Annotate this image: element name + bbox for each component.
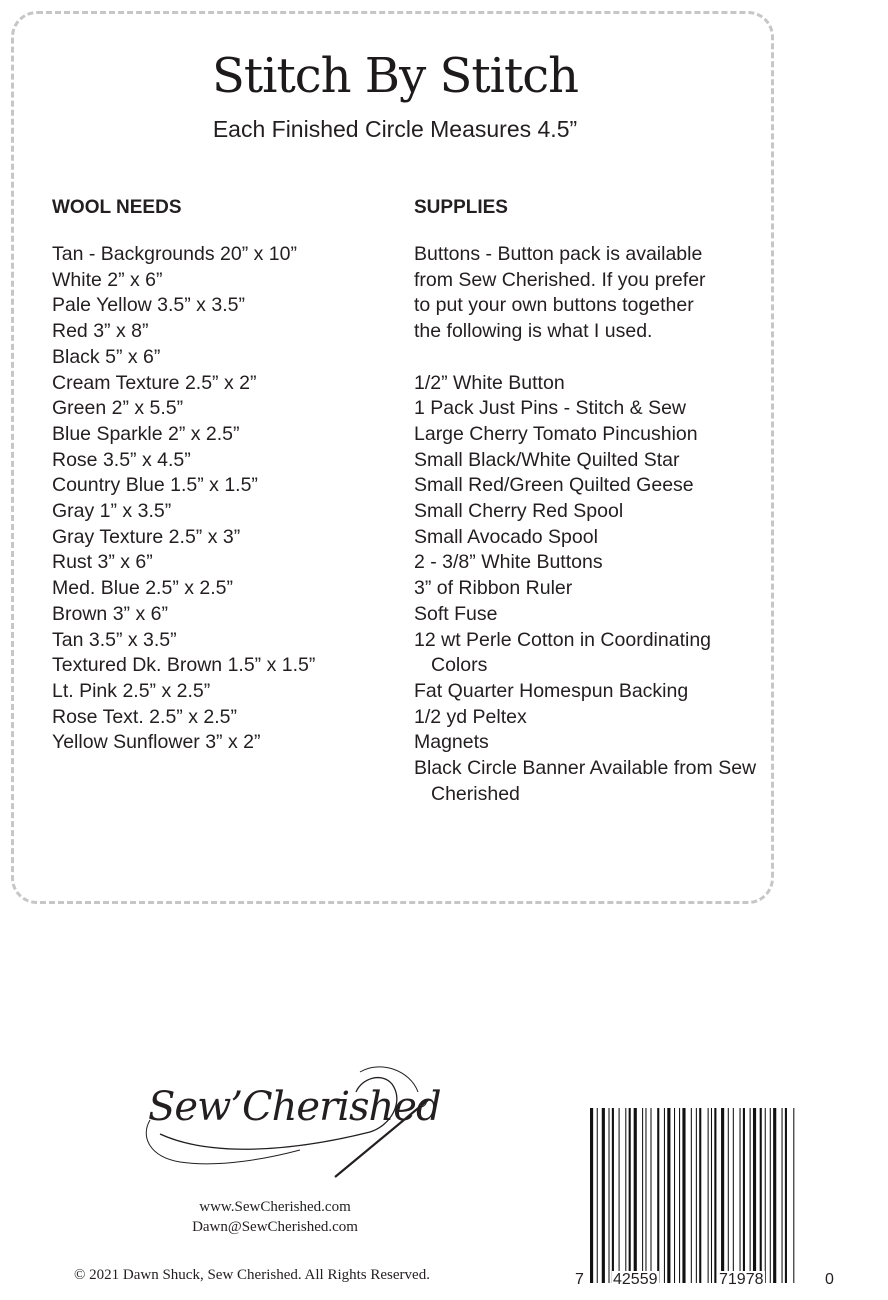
supplies-intro-line: from Sew Cherished. If you prefer xyxy=(414,268,706,291)
barcode-bar xyxy=(782,1108,783,1283)
barcode-bar xyxy=(674,1108,675,1283)
supply-item: Soft Fuse xyxy=(414,602,498,625)
wool-item: Black 5” x 6” xyxy=(52,345,161,368)
wool-item: Brown 3” x 6” xyxy=(52,602,168,625)
wool-item: Gray 1” x 3.5” xyxy=(52,500,172,523)
barcode-bar xyxy=(770,1108,771,1283)
barcode-bar xyxy=(785,1108,787,1283)
barcode-bar xyxy=(667,1108,670,1283)
wool-item: Pale Yellow 3.5” x 3.5” xyxy=(52,294,245,317)
supply-item: 1 Pack Just Pins - Stitch & Sew xyxy=(414,397,687,420)
wool-item: White 2” x 6” xyxy=(52,268,163,291)
wool-item: Red 3” x 8” xyxy=(52,320,149,343)
barcode-bar xyxy=(773,1108,776,1283)
wool-item: Tan 3.5” x 3.5” xyxy=(52,628,177,651)
supplies-section xyxy=(414,195,774,807)
wool-item: Textured Dk. Brown 1.5” x 1.5” xyxy=(52,654,316,677)
barcode-bar xyxy=(699,1108,701,1283)
barcode-bar xyxy=(733,1108,734,1283)
wool-item: Tan - Backgrounds 20” x 10” xyxy=(52,243,297,265)
website-text: www.SewCherished.com xyxy=(199,1199,351,1215)
barcode-bar xyxy=(679,1108,680,1283)
supply-item: Magnets xyxy=(414,731,489,754)
page-title: Stitch By Stitch xyxy=(211,48,579,104)
barcode-bar xyxy=(634,1108,637,1283)
barcode-bar xyxy=(760,1108,762,1283)
barcode-bar xyxy=(597,1108,598,1283)
page-subtitle: Each Finished Circle Measures 4.5” xyxy=(212,116,578,142)
barcode-bar xyxy=(708,1108,709,1283)
wool-item: Rust 3” x 6” xyxy=(52,551,153,574)
barcode-bar xyxy=(664,1108,665,1283)
barcode-bar xyxy=(650,1108,651,1283)
barcode-bar xyxy=(612,1108,614,1283)
barcode-digit-group: 0 xyxy=(825,1271,834,1288)
barcode-bar xyxy=(657,1108,659,1283)
barcode-bar xyxy=(696,1108,697,1283)
wool-needs-list xyxy=(52,242,382,756)
barcode-bar xyxy=(714,1108,716,1283)
supply-item: Small Avocado Spool xyxy=(414,525,598,548)
supply-item: Small Black/White Quilted Star xyxy=(414,448,680,471)
wool-item: Blue Sparkle 2” x 2.5” xyxy=(52,422,240,445)
supply-item: Black Circle Banner Available from Sew Cherished xyxy=(414,757,757,805)
barcode-bar xyxy=(590,1108,593,1283)
supply-item: 1/2 yd Peltex xyxy=(414,705,527,728)
wool-item: Rose 3.5” x 4.5” xyxy=(52,448,191,471)
wool-needs-heading: WOOL NEEDS xyxy=(52,197,182,218)
supply-item: Small Cherry Red Spool xyxy=(414,500,624,523)
barcode-bar xyxy=(743,1108,745,1283)
supply-item: 12 wt Perle Cotton in Coordinating Colors xyxy=(414,628,712,677)
wool-item: Med. Blue 2.5” x 2.5” xyxy=(52,577,234,600)
barcode xyxy=(575,1108,834,1298)
wool-needs-section xyxy=(52,195,382,756)
logo-text: Sew’Cherished xyxy=(148,1084,441,1130)
supplies-list xyxy=(414,371,774,808)
supply-item: Large Cherry Tomato Pincushion xyxy=(414,422,698,445)
barcode-bar xyxy=(642,1108,643,1283)
barcode-bar xyxy=(625,1108,626,1283)
supply-item: 3” of Ribbon Ruler xyxy=(414,577,573,600)
supply-item: 1/2” White Button xyxy=(414,371,565,394)
supply-item: Small Red/Green Quilted Geese xyxy=(414,474,694,497)
supply-item: 2 - 3/8” White Buttons xyxy=(414,551,603,574)
barcode-digit-group: 71978 xyxy=(719,1271,764,1288)
supply-item: Fat Quarter Homespun Backing xyxy=(414,679,689,702)
supplies-intro-line: to put your own buttons together xyxy=(414,294,694,317)
barcode-bar xyxy=(629,1108,631,1283)
wool-item: Cream Texture 2.5” x 2” xyxy=(52,371,257,394)
barcode-bar xyxy=(645,1108,646,1283)
barcode-digit-group: 7 xyxy=(575,1271,584,1288)
barcode-bar xyxy=(682,1108,685,1283)
barcode-bar xyxy=(740,1108,741,1283)
sew-cherished-logo xyxy=(130,1062,441,1182)
wool-item: Rose Text. 2.5” x 2.5” xyxy=(52,705,237,728)
barcode-digits xyxy=(575,1271,834,1295)
barcode-bar xyxy=(602,1108,605,1283)
barcode-bar xyxy=(793,1108,794,1283)
wool-item: Gray Texture 2.5” x 3” xyxy=(52,525,241,548)
wool-item: Country Blue 1.5” x 1.5” xyxy=(52,474,258,497)
supplies-intro-line: the following is what I used. xyxy=(414,320,653,343)
wool-item: Yellow Sunflower 3” x 2” xyxy=(52,731,261,754)
barcode-bar xyxy=(608,1108,609,1283)
barcode-bar xyxy=(619,1108,620,1283)
wool-item: Green 2” x 5.5” xyxy=(52,397,184,420)
barcode-bar xyxy=(691,1108,692,1283)
barcode-digit-group: 42559 xyxy=(613,1271,658,1288)
barcode-bar xyxy=(753,1108,756,1283)
barcode-bar xyxy=(765,1108,766,1283)
barcode-bar xyxy=(750,1108,751,1283)
wool-item: Lt. Pink 2.5” x 2.5” xyxy=(52,679,211,702)
supplies-intro-line: Buttons - Button pack is available xyxy=(414,243,703,265)
barcode-bars xyxy=(590,1108,826,1283)
barcode-bar xyxy=(721,1108,724,1283)
barcode-bar xyxy=(728,1108,729,1283)
email-text: Dawn@SewCherished.com xyxy=(192,1219,358,1235)
copyright-text: © 2021 Dawn Shuck, Sew Cherished. All Rights Reserved. xyxy=(74,1267,430,1283)
supplies-intro xyxy=(414,242,774,345)
barcode-bar xyxy=(711,1108,712,1283)
supplies-heading: SUPPLIES xyxy=(414,197,508,218)
